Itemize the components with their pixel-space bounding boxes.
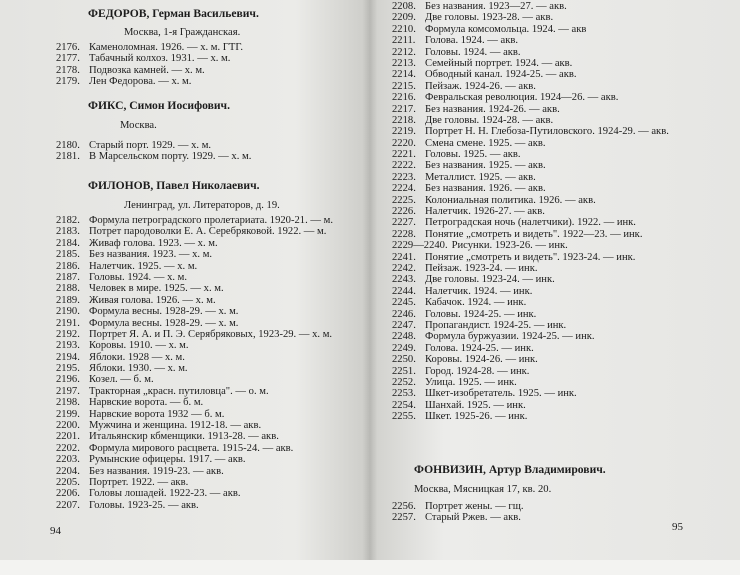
catalog-entry: [56, 295, 333, 306]
entry-text: Голова. 1924. — акв.: [425, 35, 519, 47]
catalog-entry: [392, 252, 669, 263]
catalog-entry: [392, 309, 669, 320]
entry-text: Пейзаж. 1923-24. — инк.: [425, 262, 538, 274]
entry-text: Петроградская ночь (налетчики). 1922. — инк.: [425, 217, 636, 229]
entry-number: 2186.: [56, 260, 80, 272]
entry-text: Формула весны. 1928-29. — х. м.: [89, 317, 239, 329]
catalog-entry: [392, 126, 669, 137]
scan-margin: [0, 560, 740, 575]
catalog-entry: [56, 215, 333, 226]
catalog-entry: [56, 226, 333, 237]
catalog-entry: [392, 263, 669, 274]
entry-number: 2176.: [56, 42, 80, 53]
entry-text: Портрет жены. — гщ.: [425, 501, 524, 512]
catalog-entry: [56, 238, 333, 249]
entry-text: Яблоки. 1928 — х. м.: [89, 351, 185, 363]
entries-fedorov: [56, 42, 243, 88]
catalog-entry: [56, 76, 243, 87]
entry-text: Головы. 1924. — акв.: [425, 46, 521, 58]
catalog-entry: [56, 352, 333, 363]
entry-text: Без названия. 1924-26. — акв.: [425, 103, 560, 115]
author-name: ФОНВИЗИН, Артур Владимирович.: [414, 463, 606, 476]
author-name: ФИКС, Симон Иосифович.: [88, 99, 230, 112]
entry-text: Шкет. 1925-26. — инк.: [425, 411, 528, 423]
entry-number: 2243.: [392, 274, 416, 286]
entry-number: 2229—2240.: [392, 240, 448, 252]
entry-text: Мужчина и женщина. 1912-18. — акв.: [89, 420, 262, 432]
entry-text: Румынские офицеры. 1917. — акв.: [89, 454, 246, 466]
catalog-entry: [56, 42, 243, 53]
entry-number: 2241.: [392, 251, 416, 263]
catalog-entry: [392, 217, 669, 228]
entry-text: Город. 1924-28. — инк.: [425, 365, 530, 377]
catalog-entry: [392, 411, 669, 422]
entry-text: Лен Федорова. — х. м.: [89, 76, 192, 88]
entry-number: 2210.: [392, 23, 416, 35]
entry-text: Налетчик. 1924. — инк.: [425, 285, 533, 297]
entry-number: 2179.: [56, 76, 80, 88]
entry-text: Шанхай. 1925. — инк.: [425, 399, 526, 411]
catalog-entry: [392, 138, 669, 149]
catalog-entry: [56, 454, 333, 465]
entry-number: 2208.: [392, 1, 416, 12]
catalog-entry: [56, 500, 333, 511]
entry-text: Без названия. 1923—27. — акв.: [425, 1, 567, 12]
entry-number: 2202.: [56, 442, 80, 454]
author-address: Ленинград, ул. Литераторов, д. 19.: [124, 200, 280, 211]
entry-text: Металлист. 1925. — акв.: [425, 171, 536, 183]
entry-text: Итальянскир кбменщики. 1913-28. — акв.: [89, 431, 279, 443]
entry-number: 2252.: [392, 376, 416, 388]
entry-text: Понятие „смотреть и видеть". 1923-24. — инк.: [425, 251, 636, 263]
author-block-fedorov: [88, 8, 259, 19]
entry-number: 2253.: [392, 388, 416, 400]
catalog-entry: [392, 501, 524, 512]
catalog-entry: [56, 53, 243, 64]
entry-number: 2205.: [56, 476, 80, 488]
catalog-entry: [392, 331, 669, 342]
catalog-entry: [56, 340, 333, 351]
entry-text: Головы. 1923-25. — акв.: [89, 499, 199, 511]
entry-text: Налетчик. 1925. — х. м.: [89, 260, 198, 272]
entry-text: Без названия. 1923. — х. м.: [89, 249, 213, 261]
left-page: [50, 0, 362, 560]
entry-text: Две головы. 1924-28. — акв.: [425, 114, 554, 126]
entry-number: 2196.: [56, 374, 80, 386]
entry-text: Козел. — б. м.: [89, 374, 154, 386]
entry-number: 2204.: [56, 465, 80, 477]
catalog-entry: [56, 397, 333, 408]
entry-text: Две головы. 1923-28. — акв.: [425, 12, 554, 24]
entry-text: Живая голова. 1926. — х. м.: [89, 294, 216, 306]
entry-text: Без названия. 1925. — акв.: [425, 160, 546, 172]
catalog-entry: [392, 115, 669, 126]
entry-number: 2207.: [56, 499, 80, 511]
entry-text: Улица. 1925. — инк.: [425, 376, 517, 388]
entry-number: 2248.: [392, 331, 416, 343]
entry-number: 2211.: [392, 35, 416, 47]
catalog-entry: [392, 343, 669, 354]
entry-text: Портрет Н. Н. Глебоза-Путиловского. 1924-29. — акв.: [425, 126, 669, 138]
entry-number: 2215.: [392, 80, 416, 92]
catalog-entry: [392, 377, 669, 388]
author-address: Москва, 1-я Гражданская.: [124, 27, 241, 38]
page-number: 95: [672, 521, 683, 533]
entry-number: 2181.: [56, 151, 80, 163]
catalog-entry: [392, 12, 669, 23]
entry-number: 2244.: [392, 285, 416, 297]
catalog-entry: [56, 65, 243, 76]
entry-number: 2201.: [56, 431, 80, 443]
catalog-entry: [392, 172, 669, 183]
catalog-entry: [392, 297, 669, 308]
entry-text: Старый порт. 1929. — х. м.: [89, 140, 212, 151]
entry-number: 2184.: [56, 237, 80, 249]
entry-number: 2185.: [56, 249, 80, 261]
catalog-entry: [392, 35, 669, 46]
catalog-entry: [56, 151, 251, 162]
right-page: [392, 0, 707, 556]
page-number: 94: [50, 525, 61, 537]
entry-text: Кабачок. 1924. — инк.: [425, 297, 527, 309]
entry-text: Нарвские ворота 1932 — б. м.: [89, 408, 225, 420]
entry-text: Нарвские ворота. — б. м.: [89, 397, 204, 409]
entry-number: 2213.: [392, 57, 416, 69]
entry-number: 2256.: [392, 501, 416, 512]
entry-text: Формула петроградского пролетариата. 1920-21. — м.: [89, 215, 333, 226]
catalog-entry: [56, 374, 333, 385]
entry-text: Яблоки. 1930. — х. м.: [89, 363, 188, 375]
catalog-entry: [392, 149, 669, 160]
entry-number: 2189.: [56, 294, 80, 306]
entry-number: 2206.: [56, 488, 80, 500]
entry-text: Налетчик. 1926-27. — акв.: [425, 206, 545, 218]
catalog-entry: [392, 512, 524, 523]
entry-number: 2203.: [56, 454, 80, 466]
entry-number: 2191.: [56, 317, 80, 329]
catalog-entry: [392, 104, 669, 115]
catalog-entry: [56, 420, 333, 431]
entry-number: 2192.: [56, 328, 80, 340]
entry-number: 2177.: [56, 53, 80, 65]
catalog-entry: [392, 354, 669, 365]
author-name: ФИЛОНОВ, Павел Николаевич.: [88, 179, 260, 192]
catalog-entry: [56, 488, 333, 499]
entry-text: Тракторная „красн. путиловца". — о. м.: [89, 385, 269, 397]
entry-number: 2195.: [56, 363, 80, 375]
catalog-entry: [392, 400, 669, 411]
entry-text: Живаф голова. 1923. — х. м.: [89, 237, 218, 249]
entry-number: 2180.: [56, 140, 80, 151]
catalog-entry: [56, 386, 333, 397]
entry-number: 2249.: [392, 342, 416, 354]
catalog-entry: [392, 47, 669, 58]
catalog-entry: [56, 249, 333, 260]
entry-text: Без названия. 1926. — акв.: [425, 183, 546, 195]
entry-text: Старый Ржев. — акв.: [425, 512, 521, 524]
entry-number: 2217.: [392, 103, 416, 115]
catalog-entry: [56, 466, 333, 477]
entry-text: В Марсельском порту. 1929. — х. м.: [89, 151, 252, 163]
entry-text: Портрет Я. А. и П. Э. Серябряковых, 1923-29. — х. м.: [89, 328, 333, 340]
entry-number: 2223.: [392, 171, 416, 183]
entry-number: 2209.: [392, 12, 416, 24]
entries-fonvizin: [392, 501, 524, 524]
entry-number: 2245.: [392, 297, 416, 309]
entry-number: 2198.: [56, 397, 80, 409]
catalog-entry: [392, 320, 669, 331]
entry-number: 2216.: [392, 92, 416, 104]
entry-text: Февральская революция. 1924—26. — акв.: [425, 92, 619, 104]
entry-text: Головы. 1924. — х. м.: [89, 271, 188, 283]
entry-number: 2219.: [392, 126, 416, 138]
catalog-entry: [56, 477, 333, 488]
entry-number: 2255.: [392, 411, 416, 423]
entry-number: 2193.: [56, 340, 80, 352]
catalog-entry: [56, 261, 333, 272]
catalog-entry: [56, 431, 333, 442]
entry-text: Семейный портрет. 1924. — акв.: [425, 57, 573, 69]
entry-text: Головы лошадей. 1922-23. — акв.: [89, 488, 241, 500]
catalog-entry: [392, 388, 669, 399]
entry-text: Смена смене. 1925. — акв.: [425, 137, 546, 149]
entry-text: Голова. 1924-25. — инк.: [425, 342, 534, 354]
catalog-entry: [392, 195, 669, 206]
catalog-entry: [56, 329, 333, 340]
entry-text: Портрет. 1922. — акв.: [89, 476, 189, 488]
entry-text: Коровы. 1924-26. — инк.: [425, 354, 538, 366]
catalog-entry: [392, 366, 669, 377]
catalog-entry: [56, 409, 333, 420]
catalog-entry: [392, 183, 669, 194]
catalog-entry: [56, 363, 333, 374]
catalog-entry: [392, 1, 669, 12]
catalog-entry: [392, 229, 669, 240]
entry-text: Пейзаж. 1924-26. — акв.: [425, 80, 536, 92]
entry-number: 2212.: [392, 46, 416, 58]
entry-text: Каменоломная. 1926. — х. м. ГТГ.: [89, 42, 243, 53]
entry-number: 2200.: [56, 420, 80, 432]
catalog-entry: [392, 69, 669, 80]
entry-number: 2224.: [392, 183, 416, 195]
entry-text: Человек в мире. 1925. — х. м.: [89, 283, 224, 295]
entry-number: 2222.: [392, 160, 416, 172]
entry-text: Подвозка камней. — х. м.: [89, 64, 205, 76]
catalog-entry: [392, 24, 669, 35]
entry-text: Потрет пародоволки Е. А. Серебряковой. 1922. — м.: [89, 226, 327, 238]
entry-number: 2182.: [56, 215, 80, 226]
catalog-entry: [56, 318, 333, 329]
entry-text: Понятие „смотреть и видеть". 1922—23. — инк.: [425, 228, 643, 240]
entry-text: Шкет-изобретатель. 1925. — инк.: [425, 388, 577, 400]
entry-number: 2188.: [56, 283, 80, 295]
catalog-entry: [56, 283, 333, 294]
author-address: Москва.: [120, 120, 157, 131]
entry-number: 2187.: [56, 271, 80, 283]
entry-text: Пропагандист. 1924-25. — инк.: [425, 319, 567, 331]
catalog-entry: [392, 81, 669, 92]
author-address: Москва, Мясницкая 17, кв. 20.: [414, 484, 552, 495]
entries-filonov: [56, 215, 333, 511]
entry-number: 2226.: [392, 206, 416, 218]
entry-number: 2194.: [56, 351, 80, 363]
entry-text: Головы. 1924-25. — инк.: [425, 308, 537, 320]
catalog-entry: [56, 443, 333, 454]
entry-number: 2227.: [392, 217, 416, 229]
entry-text: Коровы. 1910. — х. м.: [89, 340, 189, 352]
catalog-entry: [392, 92, 669, 103]
entry-text: Обводный канал. 1924-25. — акв.: [425, 69, 577, 81]
entry-text: Две головы. 1923-24. — инк.: [425, 274, 555, 286]
entry-text: Без названия. 1919-23. — акв.: [89, 465, 224, 477]
entry-number: 2220.: [392, 137, 416, 149]
entry-number: 2247.: [392, 319, 416, 331]
entry-text: Формула мирового расцвета. 1915-24. — акв.: [89, 442, 294, 454]
entry-number: 2221.: [392, 149, 416, 161]
entry-text: Формула буржуазии. 1924-25. — инк.: [425, 331, 595, 343]
entry-number: 2218.: [392, 114, 416, 126]
entry-number: 2178.: [56, 64, 80, 76]
catalog-entry: [56, 272, 333, 283]
catalog-entry: [392, 58, 669, 69]
entry-number: 2251.: [392, 365, 416, 377]
entry-text: Рисунки. 1923-26. — инк.: [451, 240, 568, 252]
entry-text: Формула весны. 1928-29. — х. м.: [89, 306, 239, 318]
catalog-entry: [56, 306, 333, 317]
entry-number: 2257.: [392, 512, 416, 524]
entry-number: 2250.: [392, 354, 416, 366]
entry-text: Головы. 1925. — акв.: [425, 149, 521, 161]
entry-number: 2242.: [392, 262, 416, 274]
entry-number: 2199.: [56, 408, 80, 420]
entry-number: 2246.: [392, 308, 416, 320]
entry-text: Табачный колхоз. 1931. — х. м.: [89, 53, 231, 65]
entry-number: 2228.: [392, 228, 416, 240]
catalog-entry: [392, 286, 669, 297]
entries-fiks: [56, 140, 251, 163]
entry-text: Формула комсомольца. 1924. — акв: [425, 23, 587, 35]
catalog-entry: [392, 274, 669, 285]
entry-number: 2254.: [392, 399, 416, 411]
entry-number: 2190.: [56, 306, 80, 318]
author-name: ФЕДОРОВ, Герман Васильевич.: [88, 7, 259, 20]
catalog-entry: [392, 240, 669, 251]
entry-number: 2225.: [392, 194, 416, 206]
catalog-entry: [392, 206, 669, 217]
entries-filonov-continued: [392, 1, 669, 422]
entry-number: 2183.: [56, 226, 80, 238]
entry-text: Колониальная политика. 1926. — акв.: [425, 194, 596, 206]
catalog-entry: [56, 140, 251, 151]
catalog-entry: [392, 160, 669, 171]
entry-number: 2214.: [392, 69, 416, 81]
entry-number: 2197.: [56, 385, 80, 397]
